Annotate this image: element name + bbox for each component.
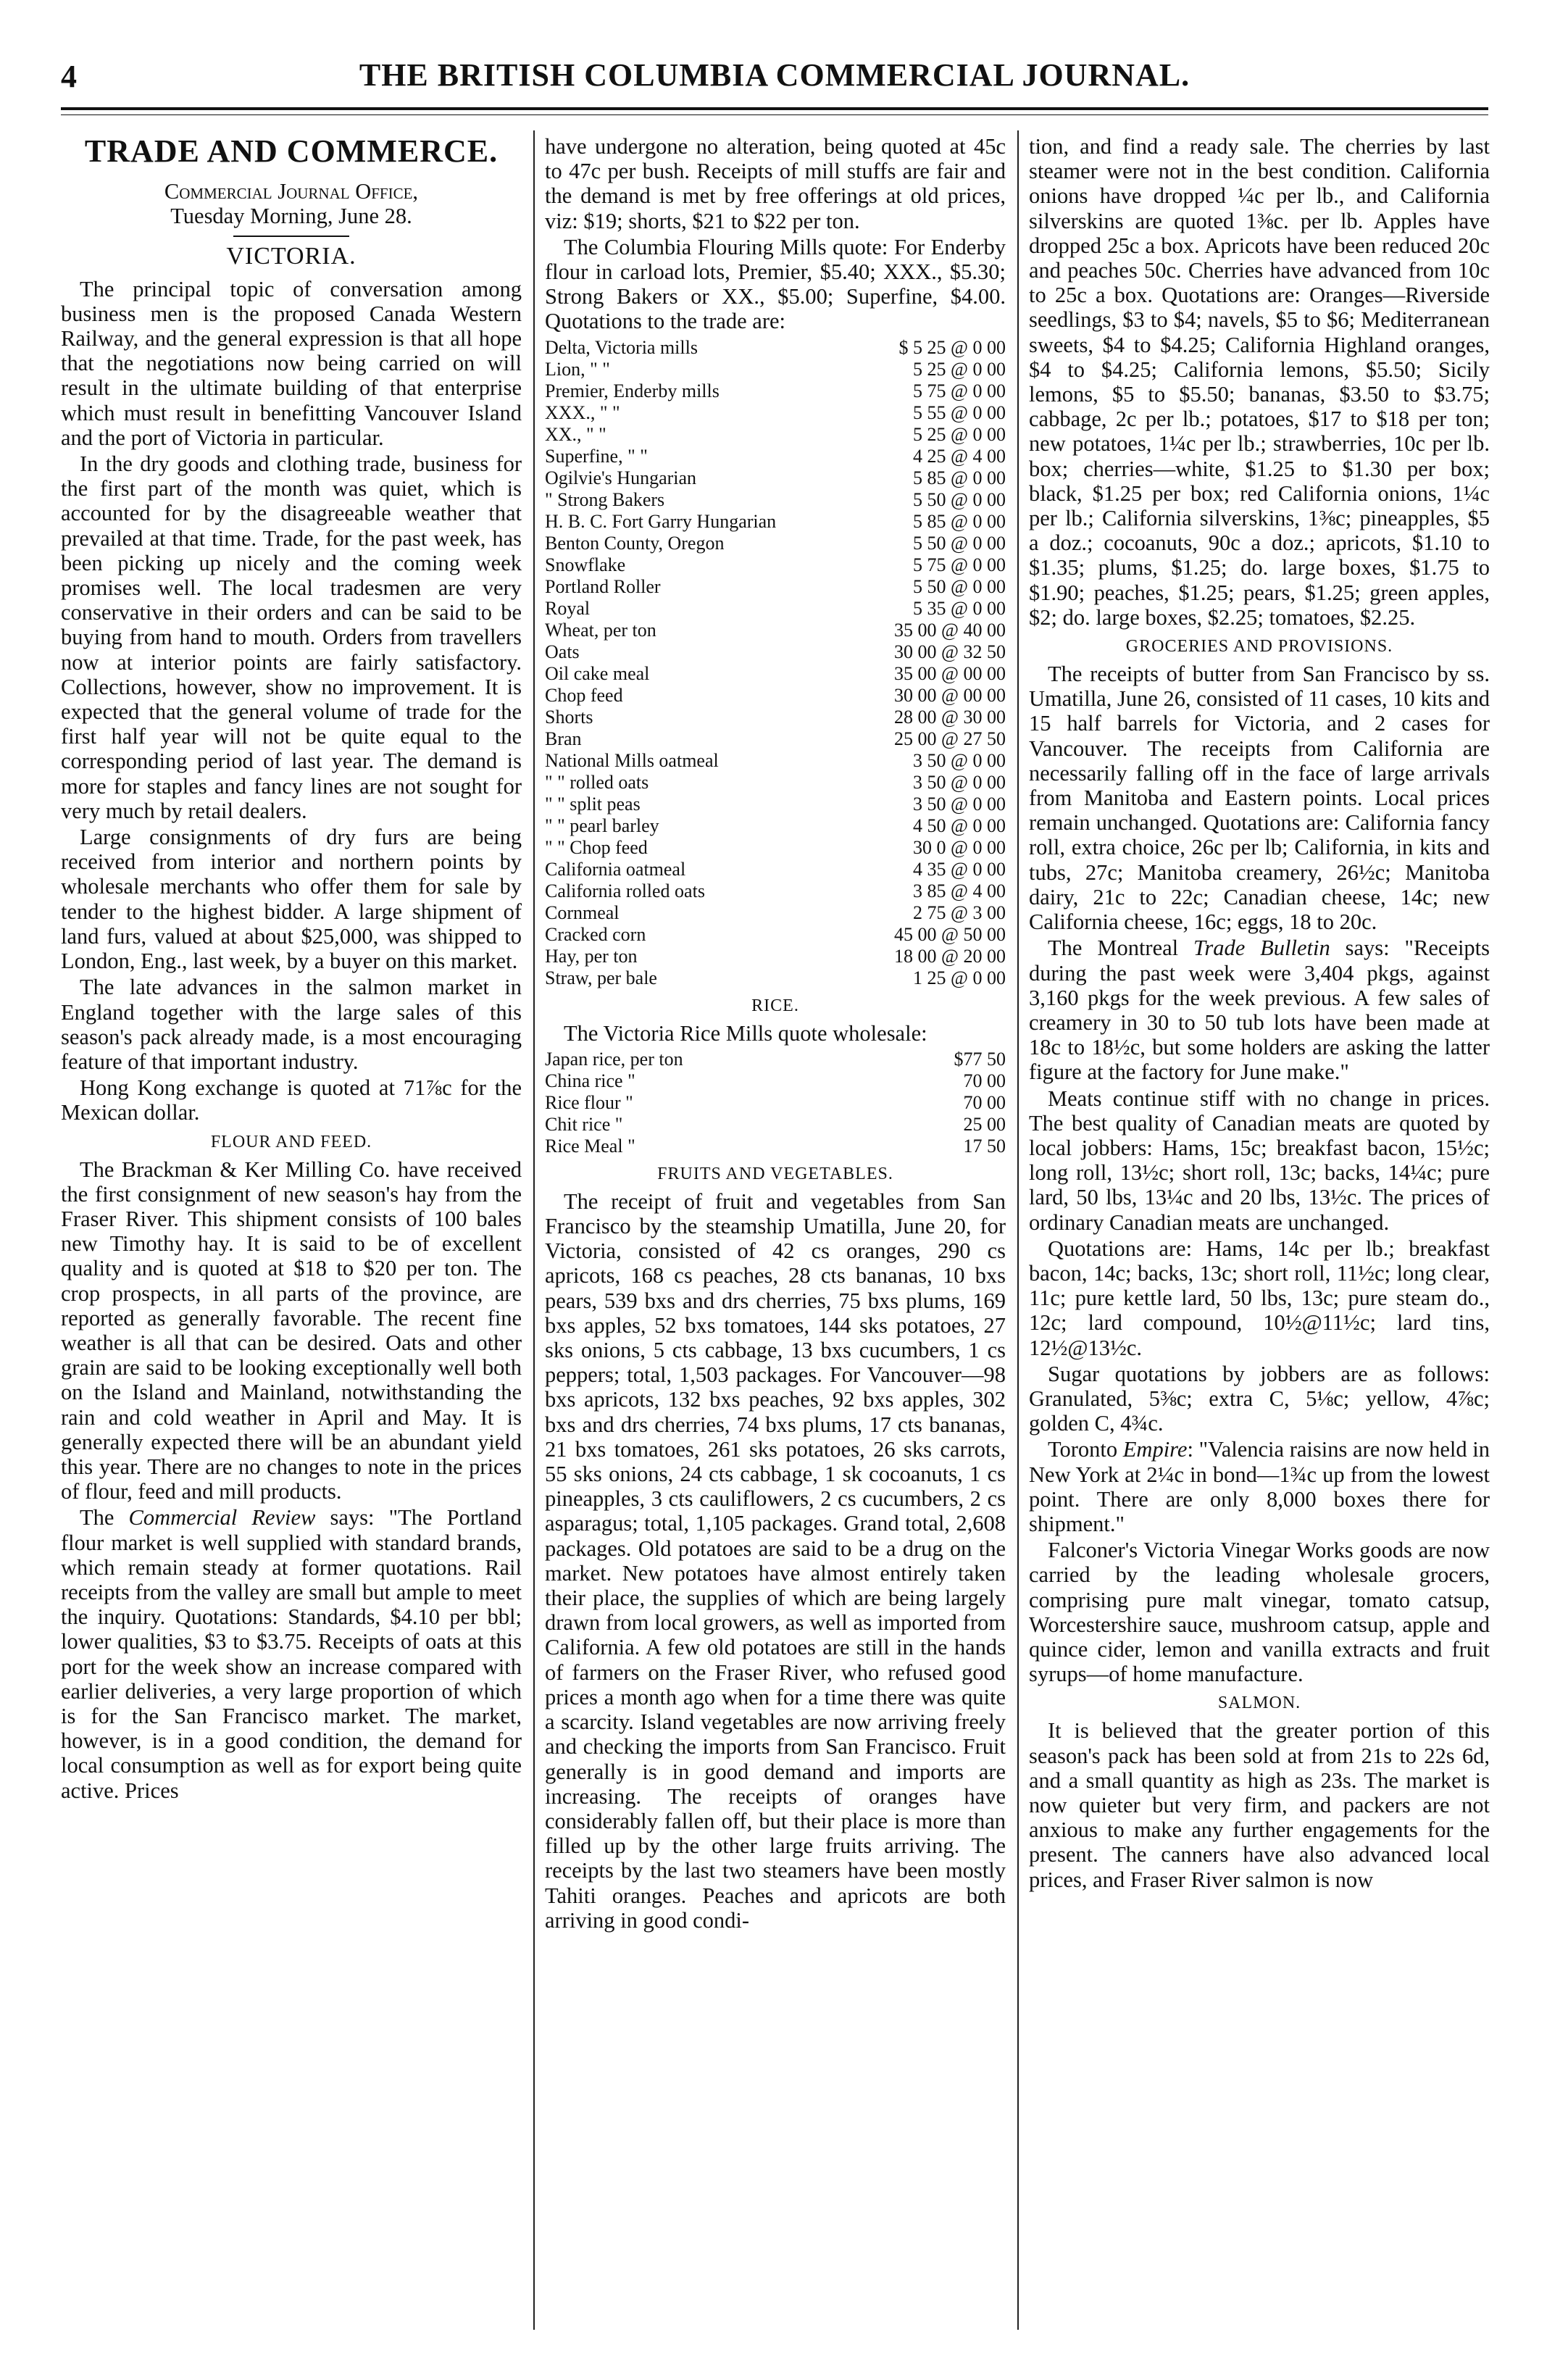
publication-name: Trade Bulletin [1193,936,1330,961]
quote-row [545,663,1006,685]
quote-item-name: National Mills oatmeal [545,749,719,771]
subsection-heading: SALMON. [1217,1694,1301,1713]
quote-row [545,467,1006,489]
quote-item-name: Lion, " " [545,358,610,380]
quote-row [545,707,1006,728]
article-paragraph: The principal topic of conversation among business men is the proposed Canada Western Railway, and the general expression is that all hope that the negotiations now being carried on will result in the ultimate building of that enterprise which must result in benefitting Vancouver Island and the port of Victoria in particular. [61,276,522,450]
journal-title: THE BRITISH COLUMBIA COMMERCIAL JOURNAL. [359,57,1190,93]
article-paragraph: The receipts of butter from San Francisco by ss. Umatilla, June 26, consisted of 11 cases, 10 kits and 15 half barrels for Victoria, and 2 cases for Vancouver. The receipts from California are necessarily falling off in the face of large arrivals from Manitoba and Eastern points. Local prices remain unchanged. Quotations are: California fancy roll, extra choice, 26c per lb; California, in kits and tubs, 27c; Manitoba creamery, 26½c; Manitoba dairy, 21c to 22c; Canadian cheese, 14c; new California cheese, 16c; eggs, 18 to 20c. [1029,662,1490,935]
article-paragraph: Sugar quotations by jobbers are as follows: Granulated, 5⅜c; extra C, 5⅛c; yellow, 4⅞c; golden C, 4¾c. [1029,1361,1490,1436]
quote-item-name: Oil cake meal [545,662,650,684]
quote-row [545,554,1006,576]
quote-price: 2 75 @ 3 00 [913,901,1006,923]
quote-item-name: " Strong Bakers [545,488,665,510]
text-run: : "Valencia raisins are now held in New York at 2¼c in bond—1¾c up from the lowest point. There are only 8,000 boxes there for shipment." [1029,1437,1490,1536]
header-rule-thin [61,114,1488,115]
quote-item-name: Hay, per ton [545,945,638,967]
office-dateline [61,179,522,228]
quote-item-name: China rice " [545,1070,635,1091]
quote-item-name: Straw, per bale [545,967,657,988]
city-heading: VICTORIA. [226,243,356,270]
quote-price: $ 5 25 @ 0 00 [898,336,1006,358]
quote-price: 5 85 @ 0 00 [913,467,1006,488]
quote-item-name: " " split peas [545,793,641,815]
quote-row [545,750,1006,772]
quote-price: 5 50 @ 0 00 [913,532,1006,554]
quote-price: 18 00 @ 20 00 [894,945,1006,967]
quote-item-name: Chop feed [545,684,623,706]
quote-price: 35 00 @ 40 00 [894,619,1006,641]
article-paragraph [1029,936,1490,1084]
article-paragraph: The Brackman & Ker Milling Co. have received the first consignment of new season's hay from the Fraser River. This shipment consists of 100 bales new Timothy hay. It is said to be of excellent quality and is quoted at $18 to $20 per ton. The crop prospects, in all parts of the province, are reported as generally favorable. The recent fine weather is all that can be desired. Oats and other grain are said to be looking exceptionally well both on the Island and Mainland, notwithstanding the rain and cold weather in April and May. It is generally expected there will be an abundant yield this year. There are no changes to note in the prices of flour, feed and mill products. [61,1157,522,1504]
article-paragraph: Meats continue stiff with no change in prices. The best quality of Canadian meats are quoted by local jobbers: Hams, 15c; breakfast bacon, 15½c; long roll, 13½c; short roll, 13c; backs, 14¼c; pure lard, 50 lbs, 13¼c and 20 lbs, 13½c. The prices of ordinary Canadian meats are unchanged. [1029,1086,1490,1235]
page-header [61,43,1488,101]
quote-row [545,598,1006,620]
article-paragraph: In the dry goods and clothing trade, business for the first part of the month was quiet, which is accounted for by the disagreeable weather that prevailed at that time. Trade, for the past week, has been picking up nicely and the coming week promises well. The local tradesmen are very conservative in their orders and can be said to be buying from hand to mouth. Orders from travellers now at interior points are fairly satisfactory. Collections, however, show no improvement. It is expected that the general volume of trade for the first half year will not be quite equal to the corresponding period of last year. The demand is more for staples and fancy lines are not sought for very much by retail dealers. [61,451,522,823]
quote-price: 70 00 [963,1070,1006,1091]
article-paragraph: The late advances in the salmon market in England together with the large sales of this season's pack already made, is a most encouraging feature of that important industry. [61,975,522,1074]
quote-price: 25 00 [963,1113,1006,1135]
quote-row [545,1070,1006,1092]
article-paragraph [1029,1437,1490,1536]
quote-row [545,620,1006,641]
quote-price: 5 25 @ 0 00 [913,423,1006,445]
quote-row [545,489,1006,511]
publication-name: Empire [1122,1437,1188,1462]
text-run: The Montreal [1048,936,1194,961]
quote-item-name: California rolled oats [545,880,705,901]
article-paragraph: Falconer's Victoria Vinegar Works goods are now carried by the leading wholesale grocers, comprising pure malt vinegar, tomato catsup, Worcestershire sauce, mushroom catsup, apple and quince cider, lemon and vanilla extracts and fruit syrups—of home manufacture. [1029,1538,1490,1687]
quote-price: 3 50 @ 0 00 [913,771,1006,793]
quote-price: 5 55 @ 0 00 [913,401,1006,423]
text-run: Toronto [1048,1437,1123,1462]
quote-row [545,946,1006,967]
quote-price: 3 85 @ 4 00 [913,880,1006,901]
subsection-heading: FRUITS AND VEGETABLES. [657,1164,893,1183]
quote-price: 25 00 @ 27 50 [894,728,1006,749]
quote-item-name: Delta, Victoria mills [545,336,698,358]
quote-item-name: Cracked corn [545,923,646,945]
quote-item-name: XX., " " [545,423,606,445]
quote-row [545,772,1006,793]
quote-item-name: California oatmeal [545,858,686,880]
office-line: Commercial Journal Office, [164,179,419,204]
quote-row [545,793,1006,815]
quote-item-name: Benton County, Oregon [545,532,725,554]
date-line: Tuesday Morning, June 28. [170,204,412,229]
quote-row [545,380,1006,402]
article-paragraph: tion, and find a ready sale. The cherries by last steamer were not in the best condition. California onions have dropped ¼c per lb., and California silverskins are quoted 1⅜c. per lb. Apples have dropped 25c a box. Apricots have been reduced 20c and peaches 50c. Cherries have advanced from 10c to 25c a box. Quotations are: Oranges—Riverside seedlings, $3 to $4; navels, $5 to $6; Mediterranean sweets, $4 to $4.25; California Highland oranges, $4 to $4.25; California lemons, $5.50; Sicily lemons, $5 to $5.50; bananas, $3.50 to $3.75; cabbage, 2c per lb.; potatoes, $17 to $18 per ton; new potatoes, 1¼c per lb.; strawberries, 10c per lb. box; cherries—white, $1.25 to $1.30 per box; black, $1.25 per box; red California onions, 1¼c per lb.; California silverskins, 1⅜c; pineapples, $5 a doz.; cocoanuts, 90c a doz.; apricots, $1.10 to $1.35; plums, $1.25; do. large boxes, $1.75 to $1.90; peaches, $1.25; pears, $1.25; green apples, $2; do. large boxes, $2.25; tomatoes, $2.25. [1029,134,1490,630]
quote-price: 5 50 @ 0 00 [913,575,1006,597]
subsection-heading: GROCERIES AND PROVISIONS. [1125,637,1393,657]
quote-row [545,967,1006,989]
quote-row [545,1136,1006,1157]
column-divider-1 [533,130,535,2330]
quote-row [545,880,1006,902]
section-heading: TRADE AND COMMERCE. [84,133,499,169]
quote-price: 5 50 @ 0 00 [913,488,1006,510]
quote-row [545,815,1006,837]
quote-price: 5 25 @ 0 00 [913,358,1006,380]
subsection-heading: FLOUR AND FEED. [210,1132,372,1151]
quote-item-name: Oats [545,641,580,662]
quote-item-name: H. B. C. Fort Garry Hungarian [545,510,777,532]
quote-item-name: Wheat, per ton [545,619,656,641]
quote-item-name: Shorts [545,706,593,728]
quote-item-name: " " pearl barley [545,815,659,836]
quote-price: $77 50 [954,1048,1006,1070]
quote-row [545,402,1006,424]
quote-item-name: Cornmeal [545,901,620,923]
quote-item-name: Japan rice, per ton [545,1048,683,1070]
article-paragraph: have undergone no alteration, being quoted at 45c to 47c per bush. Receipts of mill stuffs are fair and the demand is met by free offerings at old prices, viz: $19; shorts, $21 to $22 per ton. [545,134,1006,233]
quote-row [545,728,1006,750]
quote-price: 70 00 [963,1091,1006,1113]
quote-row [545,446,1006,467]
quote-price: 5 85 @ 0 00 [913,510,1006,532]
quote-price: 4 25 @ 4 00 [913,445,1006,467]
quote-price: 30 00 @ 32 50 [894,641,1006,662]
article-paragraph: It is believed that the greater portion of this season's pack has been sold at from 21s to 22s 6d, and a small quantity as high as 23s. The market is now quieter but very firm, and packers are not anxious to make any further engagements for the present. The canners have also advanced local prices, and Fraser River salmon is now [1029,1718,1490,1892]
publication-name: Commercial Review [128,1505,316,1530]
quote-row [545,837,1006,859]
quote-price: 30 0 @ 0 00 [913,836,1006,858]
price-quotation-table [545,337,1006,989]
quote-row [545,685,1006,707]
article-paragraph: Large consignments of dry furs are being received from interior and northern points by wholesale merchants who offer them for sale by tender to the highest bidder. A large shipment of land furs, valued at about $25,000, was shipped to London, Eng., last week, by a buyer on this market. [61,825,522,974]
quote-item-name: Portland Roller [545,575,661,597]
quote-price: 4 35 @ 0 00 [913,858,1006,880]
quote-price: 4 50 @ 0 00 [913,815,1006,836]
quote-item-name: XXX., " " [545,401,620,423]
column-1 [61,134,522,1804]
quote-price: 3 50 @ 0 00 [913,749,1006,771]
article-paragraph: The Columbia Flouring Mills quote: For Enderby flour in carload lots, Premier, $5.40; XXX., $5.30; Strong Bakers or XX., $5.00; Superfine, $4.00. Quotations to the trade are: [545,234,1006,334]
quote-item-name: Bran [545,728,582,749]
quote-price: 3 50 @ 0 00 [913,793,1006,815]
quote-item-name: " " rolled oats [545,771,649,793]
article-paragraph: The receipt of fruit and vegetables from San Francisco by the steamship Umatilla, June 20, for Victoria, consisted of 42 cs oranges, 290 cs apricots, 168 cs peaches, 28 cts bananas, 10 bxs pears, 539 bxs and drs cherries, 75 bxs plums, 169 bxs apples, 52 bxs tomatoes, 144 sks potatoes, 27 sks onions, 5 cts cabbage, 13 bxs cucumbers, 1 cs peppers; total, 1,503 packages. For Vancouver—98 bxs apricots, 132 bxs peaches, 92 bxs apples, 302 bxs and drs cherries, 74 bxs plums, 17 cts bananas, 21 bxs tomatoes, 261 sks potatoes, 26 sks carrots, 55 sks onions, 24 cts cabbage, 1 sk cocoanuts, 1 cs pineapples, 3 cts cauliflowers, 2 cs cucumbers, 2 cs asparagus; total, 1,105 packages. Grand total, 2,608 packages. Old potatoes are said to be a drug on the market. New potatoes have almost entirely taken their place, the supplies of which are being largely drawn from local growers, as well as imported from California. A few old potatoes are still in the hands of farmers on the Fraser River, who refused good prices a month ago when for a time there was quite a scarcity. Island vegetables are now arriving freely and checking the imports from San Francisco. Fruit generally is in good demand and imports are increasing. The receipts of oranges have considerably fallen off, but their place is more than filled up by the other large fruits arriving. The receipts by the last two steamers have been mostly Tahiti oranges. Peaches and apricots are both arriving in good condi- [545,1188,1006,1933]
quote-row [545,359,1006,380]
quote-row [545,533,1006,554]
quote-item-name: Rice Meal " [545,1135,635,1157]
quote-item-name: Rice flour " [545,1091,633,1113]
quote-price: 45 00 @ 50 00 [894,923,1006,945]
quote-row [545,337,1006,359]
quote-price: 5 35 @ 0 00 [913,597,1006,619]
quote-row [545,1092,1006,1114]
quote-item-name: Snowflake [545,554,626,575]
text-run: says: "Receipts during the past week were 3,404 pkgs, against 3,160 pkgs for the week previous. A few sales of creamery in 30 to 50 tub lots have been made at 18c to 18½c, but some holders are asking the latter figure at the factory for June make." [1029,936,1490,1085]
article-paragraph: Quotations are: Hams, 14c per lb.; breakfast bacon, 14c; backs, 13c; short roll, 11½c; long clear, 11c; pure kettle lard, 50 lbs, 13c; pure steam do., 12c; lard compound, 10½@11½c; lard tins, 12½@13½c. [1029,1236,1490,1360]
text-run: The [80,1505,129,1530]
text-run: says: "The Portland flour market is well supplied with standard brands, which remain steady at former quotations. Rail receipts from the valley are small but ample to meet the inquiry. Quotations: Standards, $4.10 per bbl; lower qualities, $3 to $3.75. Receipts of oats at this port for the week show an increase compared with earlier deliveries, a very large proportion of which is for the San Francisco market. The market, however, is in a good condition, the demand for local consumption as well as for export being quite active. Prices [61,1505,522,1803]
quote-row [545,924,1006,946]
quote-row [545,576,1006,598]
quote-item-name: Superfine, " " [545,445,648,467]
page-number: 4 [61,59,77,94]
quote-price: 5 75 @ 0 00 [913,380,1006,401]
quote-price: 17 50 [963,1135,1006,1157]
quote-row [545,859,1006,880]
quote-row [545,641,1006,663]
heading-rule [233,236,349,237]
quote-price: 5 75 @ 0 00 [913,554,1006,575]
quote-price: 35 00 @ 00 00 [894,662,1006,684]
quote-item-name: Premier, Enderby mills [545,380,720,401]
quote-row [545,511,1006,533]
quote-price: 1 25 @ 0 00 [913,967,1006,988]
article-paragraph: The Victoria Rice Mills quote wholesale: [564,1020,927,1046]
quote-row [545,902,1006,924]
quote-item-name: " " Chop feed [545,836,648,858]
column-divider-2 [1017,130,1019,2330]
quote-item-name: Royal [545,597,591,619]
quote-price: 30 00 @ 00 00 [894,684,1006,706]
header-rule-thick [61,107,1488,110]
quote-item-name: Chit rice " [545,1113,623,1135]
article-paragraph: Hong Kong exchange is quoted at 71⅞c for the Mexican dollar. [61,1075,522,1125]
article-paragraph [61,1505,522,1802]
subsection-heading: RICE. [751,996,799,1015]
quote-price: 28 00 @ 30 00 [894,706,1006,728]
column-3 [1029,134,1490,1894]
rice-price-table [545,1049,1006,1157]
column-2 [545,134,1006,1934]
quote-row [545,424,1006,446]
quote-item-name: Ogilvie's Hungarian [545,467,697,488]
quote-row [545,1114,1006,1136]
quote-row [545,1049,1006,1070]
